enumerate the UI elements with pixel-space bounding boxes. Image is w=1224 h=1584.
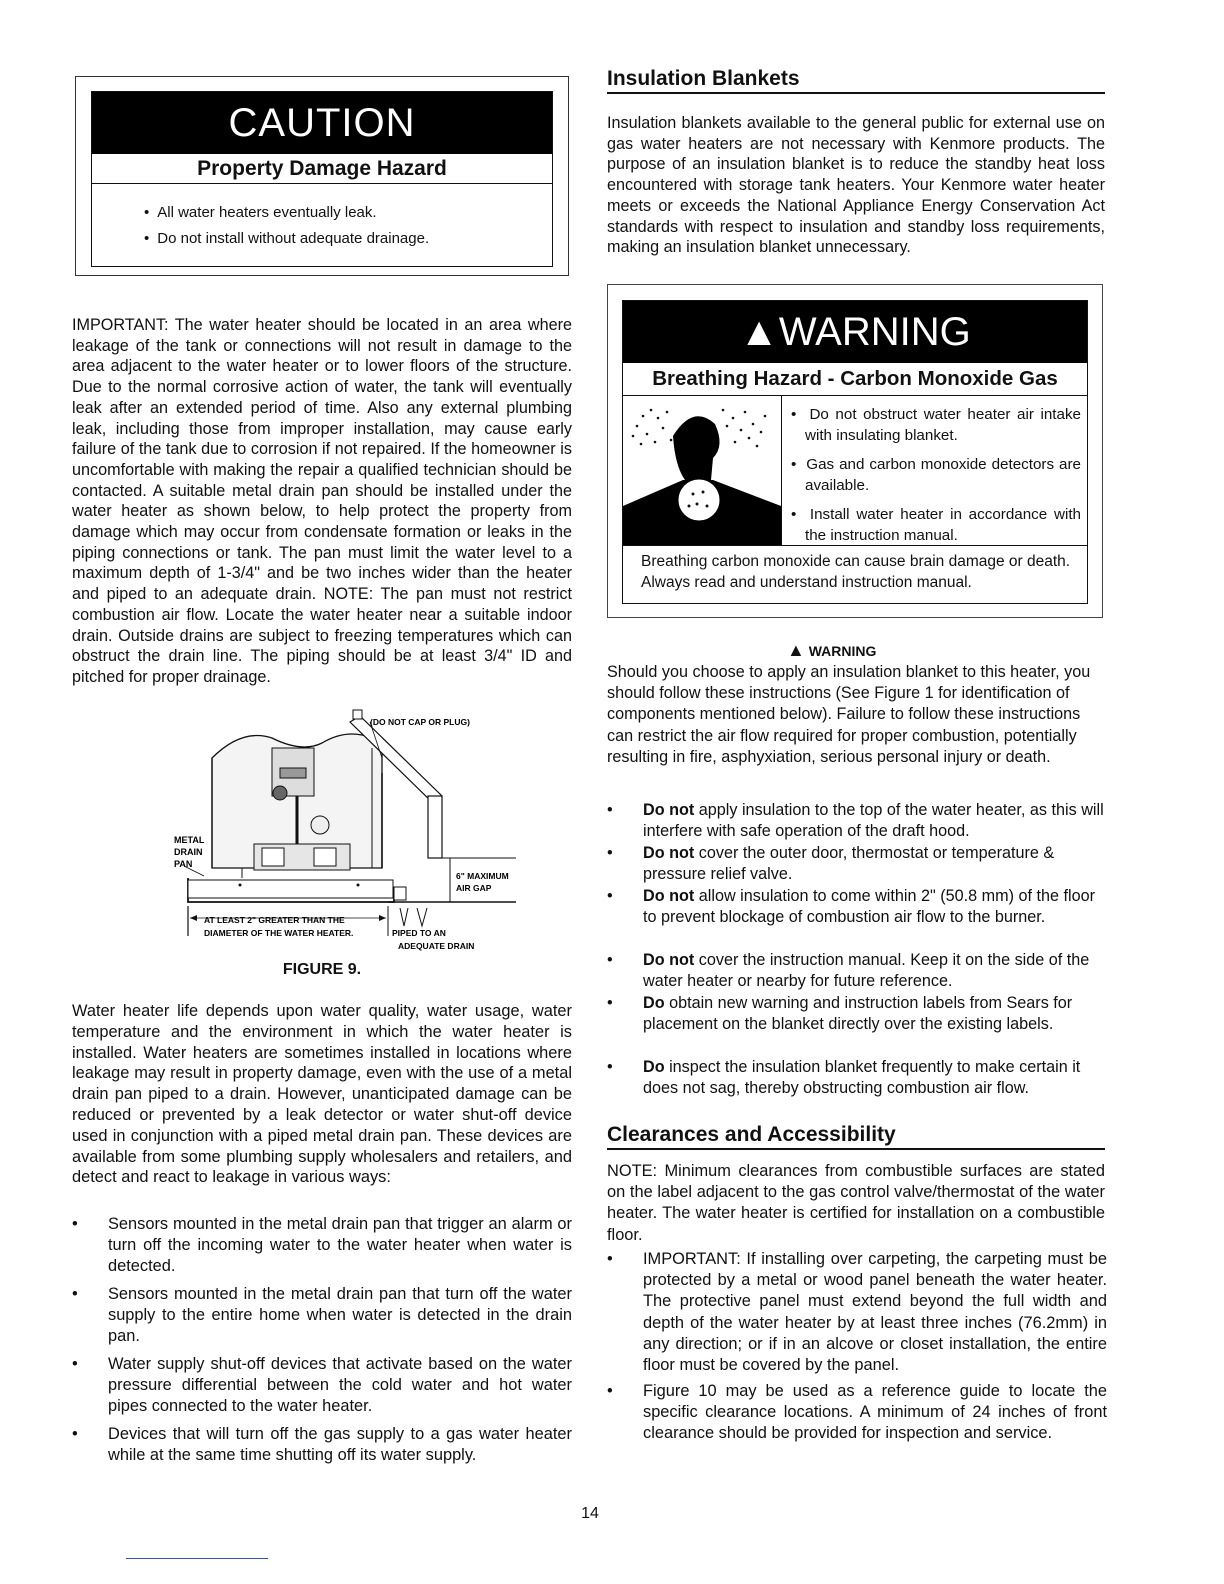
list-item: • Do not allow insulation to come within 2" (50.8 mm) of the floor to prevent blockage of combustion air flow to the burner.: [607, 887, 1095, 927]
drain-pan-illustration: [172, 708, 516, 954]
figure-label-pan: METAL: [174, 835, 205, 845]
caution-item: • All water heaters eventually leak.: [144, 200, 552, 226]
insulation-heading: Insulation Blankets: [607, 69, 1105, 94]
caution-box: [75, 76, 569, 276]
list-item: • Devices that will turn off the gas supply to a gas water heater while at the same time shutting off its water supply.: [72, 1425, 572, 1464]
figure-label-cap: (DO NOT CAP OR PLUG): [370, 717, 470, 727]
list-item: • Do not cover the instruction manual. Keep it on the side of the water heater or nearby for future reference.: [607, 951, 1090, 991]
list-item-emphasis: Do: [643, 1058, 665, 1076]
figure-9-drain-pan-diagram: [172, 708, 516, 954]
small-warning-heading: [787, 640, 876, 661]
list-item-text: Devices that will turn off the gas supply to a gas water heater while at the same time shutting off its water supply.: [108, 1425, 572, 1464]
warning-item: • Gas and carbon monoxide detectors are available.: [791, 456, 1081, 494]
list-item: • Sensors mounted in the metal drain pan that turn off the water supply to the entire home when water is detected in the drain pan.: [72, 1285, 572, 1345]
caution-title: CAUTION: [92, 92, 552, 154]
figure-label-pan: DRAIN: [174, 847, 203, 857]
list-item: • IMPORTANT: If installing over carpeting, the carpeting must be protected by a metal or wood panel beneath the water heater. The protective panel must extend beyond the full width and depth of the water heater by at least three inches (76.2mm) in any direction; or if in an alcove or closet installation, the entire floor must be covered by the panel.: [607, 1250, 1107, 1375]
caution-inner: [91, 91, 553, 267]
warning-triangle-icon: ▲: [739, 310, 779, 354]
list-item-text: Sensors mounted in the metal drain pan that turn off the water supply to the entire home when water is detected in the drain pan.: [108, 1285, 572, 1345]
list-item-text: cover the instruction manual. Keep it on the side of the water heater or nearby for future reference.: [643, 951, 1090, 991]
list-item-emphasis: Do not: [643, 887, 695, 905]
warning-item-text: Do not obstruct water heater air intake with insulating blanket.: [805, 406, 1081, 444]
list-item: • Water supply shut-off devices that activate based on the water pressure differential between the cold water and hot water pipes connected to the water heater.: [72, 1355, 572, 1415]
list-item-text: apply insulation to the top of the water heater, as this will interfere with safe operation of the draft hood.: [643, 801, 1104, 841]
warning-box: [607, 284, 1103, 618]
important-paragraph: IMPORTANT: The water heater should be located in an area where leakage of the tank or connections will not result in damage to the area adjacent to the water heater or to lower floors of the structure. Due to the normal corrosive action of water, the tank will eventually leak after an extended period of time. Also any external plumbing leak, including those from improper installation, may cause early failure of the tank due to corrosion if not repaired. If the homeowner is uncomfortable with making the repair a qualified technician should be contacted. A suitable metal drain pan should be installed under the water heater as shown below, to help protect the property from damage which may occur from condensate formation or leaks in the piping connections or tank. The pan must limit the water level to a maximum depth of 1-3/4" and be two inches wider than the heater and piped to an adequate drain. NOTE: The pan must not restrict combustion air flow. Locate the water heater near a suitable indoor drain. Outside drains are subject to freezing temperatures which can obstruct the drain line. The piping should be at least 3/4" ID and pitched for proper drainage.: [72, 316, 572, 686]
list-item-emphasis: Do not: [643, 951, 695, 969]
clearances-heading: Clearances and Accessibility: [607, 1125, 1105, 1150]
list-item-text: cover the outer door, thermostat or temperature & pressure relief valve.: [643, 844, 1055, 884]
list-item-text: Sensors mounted in the metal drain pan that trigger an alarm or turn off the incoming water to the water heater when water is detected.: [108, 1215, 572, 1275]
list-item: • Figure 10 may be used as a reference guide to locate the specific clearance locations. A minimum of 24 inches of front clearance should be provided for inspection and service.: [607, 1382, 1107, 1443]
list-item: • Do obtain new warning and instruction labels from Sears for placement on the blanket directly over the existing labels.: [607, 994, 1073, 1034]
list-item-text: inspect the insulation blanket frequently to make certain it does not sag, thereby obstructing combustion air flow.: [643, 1058, 1081, 1098]
warning-item-text: Gas and carbon monoxide detectors are available.: [805, 456, 1081, 494]
caution-subtitle: Property Damage Hazard: [92, 154, 552, 184]
warning-item-text: Install water heater in accordance with the instruction manual.: [805, 506, 1081, 544]
list-item-text: allow insulation to come within 2" (50.8 mm) of the floor to prevent blockage of combustion air flow to the burner.: [643, 887, 1095, 927]
water-heater-life-paragraph: Water heater life depends upon water quality, water usage, water temperature and the environment in which the water heater is installed. Water heaters are sometimes installed in locations where leakage may result in property damage, even with the use of a metal drain pan piped to a drain. However, unanticipated damage can be reduced or prevented by a leak detector or water shut-off device used in conjunction with a piped metal drain pan. These devices are available from some plumbing supply wholesalers and retailers, and detect and react to leakage in various ways:: [72, 1002, 572, 1187]
list-item-text: Figure 10 may be used as a reference guide to locate the specific clearance locations. A minimum of 24 inches of front clearance should be provided for inspection and service.: [643, 1382, 1107, 1443]
figure-label-drain: ADEQUATE DRAIN: [398, 941, 475, 951]
warning-footer: Breathing carbon monoxide can cause brain damage or death. Always read and understand instruction manual.: [623, 545, 1087, 593]
list-item-text: IMPORTANT: If installing over carpeting, the carpeting must be protected by a metal or wood panel beneath the water heater. The protective panel must extend beyond the full width and depth of the water heater by at least three inches (76.2mm) in any direction; or if in an alcove or closet installation, the entire floor must be covered by the panel.: [643, 1250, 1107, 1375]
figure-label-width: AT LEAST 2" GREATER THAN THE: [204, 915, 345, 925]
small-warning-label: WARNING: [808, 643, 877, 659]
page-number: 14: [581, 1505, 599, 1522]
warning-list: [791, 405, 1081, 555]
list-item-emphasis: Do not: [643, 844, 695, 862]
list-item: • Do not cover the outer door, thermostat or temperature & pressure relief valve.: [607, 844, 1055, 884]
list-item-emphasis: Do not: [643, 801, 695, 819]
list-item-emphasis: Do: [643, 994, 665, 1012]
warning-banner: [623, 301, 1087, 363]
figure-label-pan: PAN: [174, 859, 193, 869]
warning-paragraph: Should you choose to apply an insulation blanket to this heater, you should follow these instructions (See Figure 1 for identification of components mentioned below). Failure to follow these instructions can restrict the air flow required for proper combustion, potentially resulting in fire, asphyxiation, serious personal injury or death.: [607, 663, 1091, 766]
list-item-text: Water supply shut-off devices that activate based on the water pressure differential between the cold water and hot water pipes connected to the water heater.: [108, 1355, 572, 1415]
list-item: • Sensors mounted in the metal drain pan that trigger an alarm or turn off the incoming water to the water heater when water is detected.: [72, 1215, 572, 1275]
figure-label-drain: PIPED TO AN: [392, 928, 446, 938]
caution-list: [144, 200, 552, 252]
warning-triangle-icon: ▲: [787, 640, 805, 660]
caution-item: • Do not install without adequate drainage.: [144, 226, 552, 252]
figure-label-width: DIAMETER OF THE WATER HEATER.: [204, 928, 354, 938]
warning-item: • Install water heater in accordance with the instruction manual.: [791, 506, 1081, 544]
warning-subtitle: Breathing Hazard - Carbon Monoxide Gas: [623, 363, 1087, 396]
figure-label-gap: AIR GAP: [456, 883, 492, 893]
list-item: • Do inspect the insulation blanket frequently to make certain it does not sag, thereby obstructing combustion air flow.: [607, 1058, 1081, 1098]
warning-title: WARNING: [778, 310, 971, 354]
footer-rule: [126, 1558, 268, 1559]
list-item: • Do not apply insulation to the top of the water heater, as this will interfere with safe operation of the draft hood.: [607, 801, 1104, 841]
list-item-text: obtain new warning and instruction labels from Sears for placement on the blanket directly over the existing labels.: [643, 994, 1073, 1034]
insulation-paragraph: Insulation blankets available to the general public for external use on gas water heaters are not necessary with Kenmore products. The purpose of an insulation blanket is to reduce the standby heat loss encountered with storage tank heaters. Your Kenmore water heater meets or exceeds the National Appliance Energy Conservation Act standards with respect to insulation and standby loss requirements, making an insulation blanket unnecessary.: [607, 114, 1105, 257]
warning-item: • Do not obstruct water heater air intake with insulating blanket.: [791, 406, 1081, 444]
figure-caption: FIGURE 9.: [282, 961, 362, 978]
figure-label-gap: 6" MAXIMUM: [456, 871, 509, 881]
carbon-monoxide-icon: [623, 396, 782, 545]
warning-inner: [622, 300, 1088, 604]
clearances-note: NOTE: Minimum clearances from combustible surfaces are stated on the label adjacent to the gas control valve/thermostat of the water heater. The water heater is certified for installation on a combustible floor.: [607, 1162, 1105, 1244]
